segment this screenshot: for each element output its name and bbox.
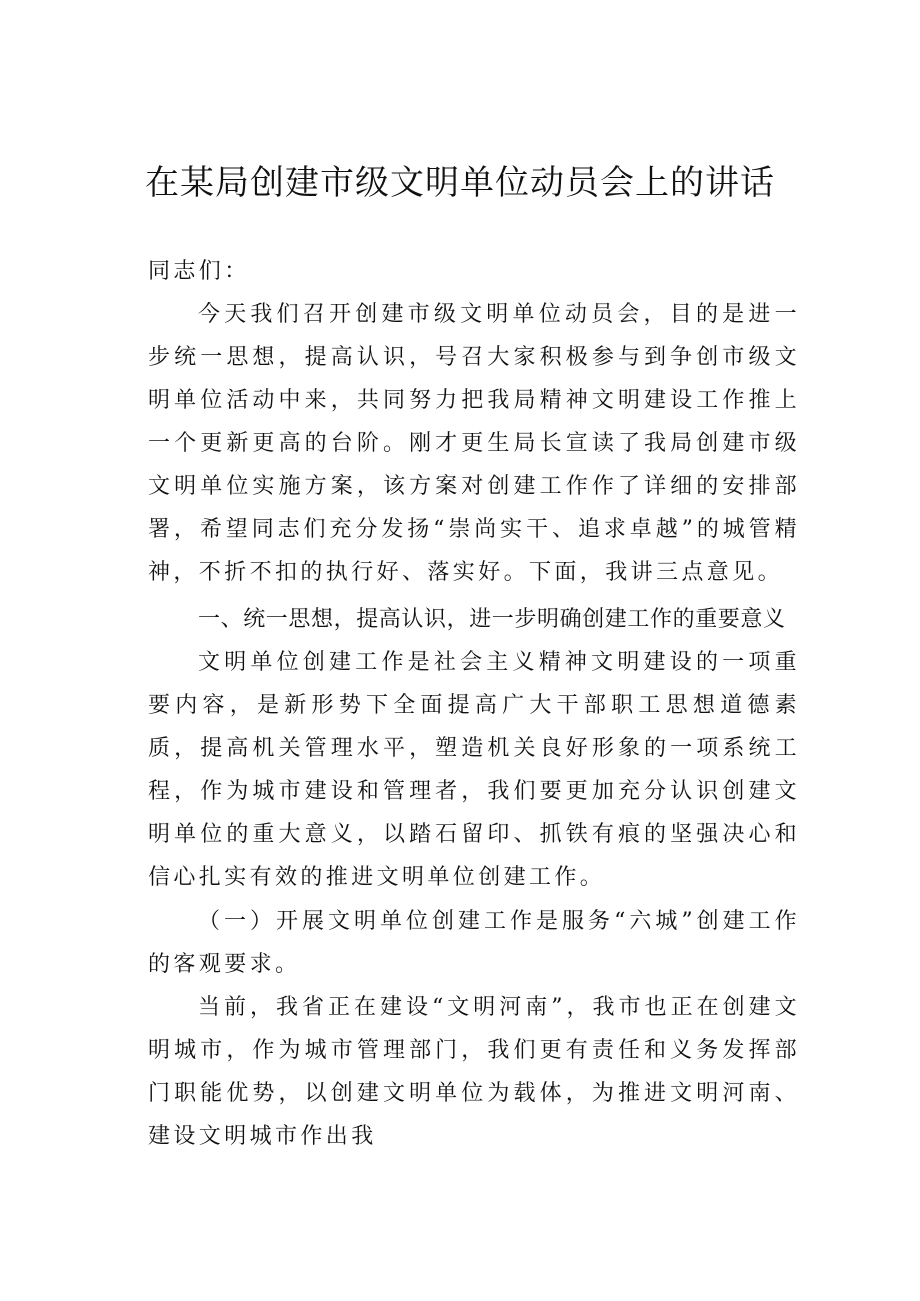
subheading-1: （一）开展文明单位创建工作是服务“六城”创建工作的客观要求。 — [148, 909, 800, 977]
paragraph-2: 文明单位创建工作是社会主义精神文明建设的一项重要内容，是新形势下全面提高广大干部职工思想道德素质，提高机关管理水平，塑造机关良好形象的一项系统工程，作为城市建设和管理者，我们要更加充分认识创建文明单位的重大意义，以踏石留印、抓铁有痕的坚强决心和信心扎实有效的推进文明单位创建工作。 — [148, 650, 800, 890]
paragraph-1: 今天我们召开创建市级文明单位动员会，目的是进一步统一思想，提高认识，号召大家积极参与到争创市级文明单位活动中来，共同努力把我局精神文明建设工作推上一个更新更高的台阶。刚才更生局长宣读了我局创建市级文明单位实施方案，该方案对创建工作作了详细的安排部署，希望同志们充分发扬“崇尚实干、追求卓越”的城管精神，不折不扣的执行好、落实好。下面，我讲三点意见。 — [148, 302, 800, 585]
paragraph-3: 当前，我省正在建设“文明河南”，我市也正在创建文明城市，作为城市管理部门，我们更有责任和义务发挥部门职能优势，以创建文明单位为载体，为推进文明河南、建设文明城市作出我 — [148, 995, 800, 1149]
document-title: 在某局创建市级文明单位动员会上的讲话 — [145, 163, 775, 203]
section-heading-1: 一、统一思想，提高认识，进一步明确创建工作的重要意义 — [198, 607, 786, 632]
salutation: 同志们： — [148, 259, 250, 284]
